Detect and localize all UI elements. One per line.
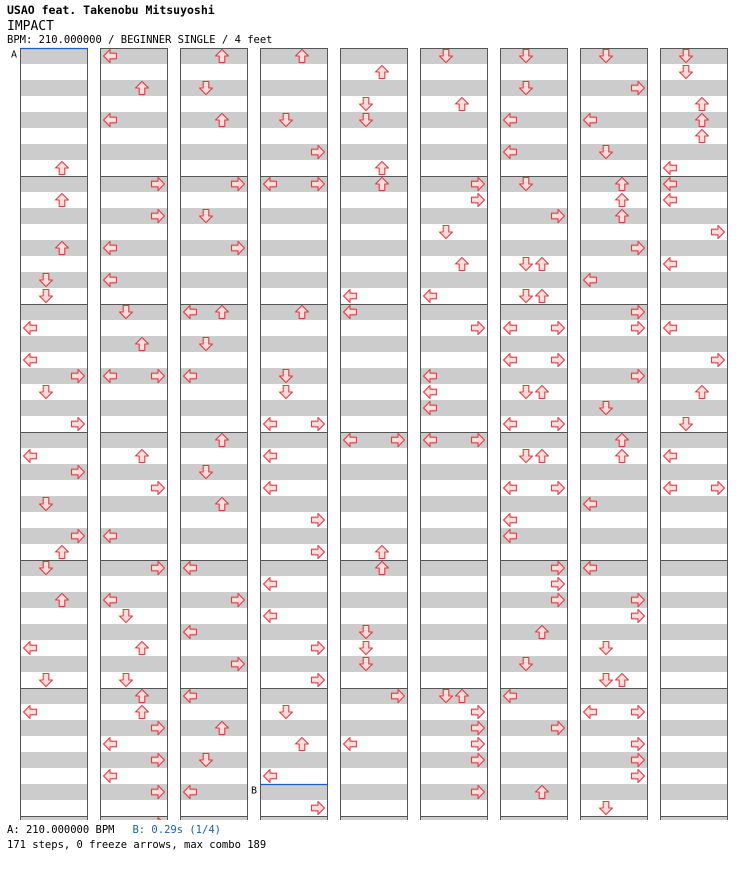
stripe xyxy=(660,720,728,736)
stripe xyxy=(500,656,568,672)
up-arrow-icon xyxy=(376,546,389,559)
stripe xyxy=(420,240,488,256)
stripe xyxy=(660,688,728,704)
stripe xyxy=(100,656,168,672)
stripe xyxy=(260,272,328,288)
chart-stats: 171 steps, 0 freeze arrows, max combo 189 xyxy=(7,839,267,851)
right-arrow-icon xyxy=(632,738,645,751)
stripe xyxy=(20,336,88,352)
stripe xyxy=(260,624,328,640)
up-arrow-icon xyxy=(456,258,469,271)
left-arrow-icon xyxy=(664,450,677,463)
stripe xyxy=(340,624,408,640)
stripe xyxy=(260,304,328,320)
stripe xyxy=(580,144,648,160)
down-arrow-icon xyxy=(280,706,293,719)
left-arrow-icon xyxy=(424,290,437,303)
stripe xyxy=(660,432,728,448)
bpm-legend: A: 210.000000 BPM xyxy=(7,824,115,836)
right-arrow-icon xyxy=(552,482,565,495)
stripe xyxy=(260,656,328,672)
stripe xyxy=(500,752,568,768)
stripe xyxy=(580,176,648,192)
stripe xyxy=(180,208,248,224)
stripe xyxy=(420,528,488,544)
stripe xyxy=(180,496,248,512)
stripe xyxy=(420,464,488,480)
up-arrow-icon xyxy=(536,450,549,463)
stripe xyxy=(180,528,248,544)
stripe xyxy=(500,784,568,800)
stripe xyxy=(340,80,408,96)
down-arrow-icon xyxy=(360,642,373,655)
stripe xyxy=(180,144,248,160)
stripe xyxy=(100,144,168,160)
stripe xyxy=(260,432,328,448)
left-arrow-icon xyxy=(344,738,357,751)
stripe xyxy=(420,272,488,288)
stripe xyxy=(420,560,488,576)
stop-legend: B: 0.29s (1/4) xyxy=(132,824,221,836)
right-arrow-icon xyxy=(72,418,85,431)
stripe xyxy=(260,112,328,128)
chart-info: BPM: 210.000000 / BEGINNER SINGLE / 4 feet xyxy=(7,34,273,46)
left-arrow-icon xyxy=(504,418,517,431)
stripe xyxy=(340,48,408,64)
right-arrow-icon xyxy=(312,802,325,815)
stripe xyxy=(660,560,728,576)
chart-column xyxy=(20,48,88,820)
stripe xyxy=(580,784,648,800)
stripe xyxy=(660,752,728,768)
stripe xyxy=(340,592,408,608)
up-arrow-icon xyxy=(536,386,549,399)
stripe xyxy=(20,176,88,192)
up-arrow-icon xyxy=(696,98,709,111)
stripe xyxy=(420,80,488,96)
down-arrow-icon xyxy=(520,258,533,271)
stripe xyxy=(20,112,88,128)
stripe xyxy=(580,208,648,224)
right-arrow-icon xyxy=(712,226,725,239)
stripe xyxy=(500,240,568,256)
stripe xyxy=(100,432,168,448)
stripe xyxy=(660,784,728,800)
stripe xyxy=(180,464,248,480)
stripe xyxy=(100,496,168,512)
up-arrow-icon xyxy=(536,290,549,303)
stripe xyxy=(340,208,408,224)
stripe xyxy=(660,624,728,640)
stripe xyxy=(260,368,328,384)
down-arrow-icon xyxy=(520,290,533,303)
stripe xyxy=(260,336,328,352)
song-title: IMPACT xyxy=(7,19,54,34)
stripe xyxy=(500,336,568,352)
stripe xyxy=(580,688,648,704)
stripe xyxy=(20,432,88,448)
stripe xyxy=(260,784,328,800)
stripe xyxy=(260,80,328,96)
right-arrow-icon xyxy=(552,354,565,367)
stripe xyxy=(660,656,728,672)
stripe xyxy=(340,240,408,256)
right-arrow-icon xyxy=(472,322,485,335)
right-arrow-icon xyxy=(312,674,325,687)
stripe xyxy=(260,688,328,704)
stripe xyxy=(20,240,88,256)
down-arrow-icon xyxy=(680,66,693,79)
stripe xyxy=(100,336,168,352)
down-arrow-icon xyxy=(520,386,533,399)
up-arrow-icon xyxy=(616,450,629,463)
stripe xyxy=(260,208,328,224)
stripe xyxy=(180,752,248,768)
stripe xyxy=(500,400,568,416)
up-arrow-icon xyxy=(616,674,629,687)
right-arrow-icon xyxy=(552,418,565,431)
tempo-marker-label: B xyxy=(251,785,258,797)
stripe xyxy=(660,528,728,544)
stripe xyxy=(20,400,88,416)
up-arrow-icon xyxy=(56,194,69,207)
left-arrow-icon xyxy=(584,706,597,719)
down-arrow-icon xyxy=(40,290,53,303)
stripe xyxy=(260,48,328,64)
stripe xyxy=(500,496,568,512)
stripe xyxy=(20,144,88,160)
stripe xyxy=(340,528,408,544)
left-arrow-icon xyxy=(504,514,517,527)
down-arrow-icon xyxy=(360,98,373,111)
right-arrow-icon xyxy=(632,322,645,335)
stripe xyxy=(580,400,648,416)
stripe xyxy=(340,752,408,768)
stripe xyxy=(420,208,488,224)
stripe xyxy=(260,400,328,416)
left-arrow-icon xyxy=(264,578,277,591)
right-arrow-icon xyxy=(472,194,485,207)
stripe xyxy=(660,48,728,64)
stripe xyxy=(260,496,328,512)
stripe xyxy=(660,144,728,160)
stripe xyxy=(340,464,408,480)
right-arrow-icon xyxy=(312,642,325,655)
stripe xyxy=(420,656,488,672)
stripe xyxy=(20,592,88,608)
stripe xyxy=(580,720,648,736)
up-arrow-icon xyxy=(536,258,549,271)
stripe xyxy=(500,368,568,384)
stripe xyxy=(180,80,248,96)
stripe xyxy=(500,464,568,480)
stripe xyxy=(340,656,408,672)
up-arrow-icon xyxy=(136,706,149,719)
stripe xyxy=(500,624,568,640)
stripe xyxy=(340,336,408,352)
left-arrow-icon xyxy=(264,418,277,431)
left-arrow-icon xyxy=(24,322,37,335)
stripe xyxy=(660,496,728,512)
stripe xyxy=(660,240,728,256)
up-arrow-icon xyxy=(56,546,69,559)
left-arrow-icon xyxy=(104,770,117,783)
stripe xyxy=(20,752,88,768)
stripe xyxy=(340,144,408,160)
stripe xyxy=(580,528,648,544)
stripe xyxy=(500,48,568,64)
up-arrow-icon xyxy=(696,130,709,143)
stripe xyxy=(660,464,728,480)
stripe xyxy=(420,592,488,608)
stripe xyxy=(20,272,88,288)
right-arrow-icon xyxy=(712,354,725,367)
stripe xyxy=(100,624,168,640)
chart-column xyxy=(500,48,568,820)
stripe xyxy=(420,624,488,640)
stripe xyxy=(660,272,728,288)
left-arrow-icon xyxy=(424,386,437,399)
stripe xyxy=(420,112,488,128)
stripe xyxy=(340,272,408,288)
stripe xyxy=(500,272,568,288)
left-arrow-icon xyxy=(664,258,677,271)
stripe xyxy=(660,336,728,352)
chart-column xyxy=(180,48,248,820)
left-arrow-icon xyxy=(664,162,677,175)
stripe xyxy=(660,368,728,384)
song-artist: USAO feat. Takenobu Mitsuyoshi xyxy=(7,3,215,17)
stripe xyxy=(340,784,408,800)
right-arrow-icon xyxy=(312,546,325,559)
stripe xyxy=(20,80,88,96)
stripe xyxy=(20,496,88,512)
stripe xyxy=(340,112,408,128)
down-arrow-icon xyxy=(120,610,133,623)
left-arrow-icon xyxy=(264,450,277,463)
stripe xyxy=(420,144,488,160)
stripe xyxy=(180,432,248,448)
down-arrow-icon xyxy=(600,802,613,815)
right-arrow-icon xyxy=(152,482,165,495)
down-arrow-icon xyxy=(40,674,53,687)
stripe xyxy=(660,208,728,224)
up-arrow-icon xyxy=(136,450,149,463)
right-arrow-icon xyxy=(472,706,485,719)
tempo-marker-label: A xyxy=(11,49,18,61)
down-arrow-icon xyxy=(680,418,693,431)
stripe xyxy=(100,688,168,704)
down-arrow-icon xyxy=(440,226,453,239)
up-arrow-icon xyxy=(456,98,469,111)
left-arrow-icon xyxy=(664,194,677,207)
right-arrow-icon xyxy=(552,578,565,591)
stripe xyxy=(340,496,408,512)
down-arrow-icon xyxy=(120,674,133,687)
left-arrow-icon xyxy=(504,482,517,495)
down-arrow-icon xyxy=(600,642,613,655)
left-arrow-icon xyxy=(264,770,277,783)
stripe xyxy=(580,624,648,640)
right-arrow-icon xyxy=(632,610,645,623)
stripe xyxy=(340,368,408,384)
stripe xyxy=(420,496,488,512)
left-arrow-icon xyxy=(104,738,117,751)
down-arrow-icon xyxy=(520,450,533,463)
up-arrow-icon xyxy=(136,642,149,655)
stripe xyxy=(100,80,168,96)
stripe xyxy=(20,688,88,704)
up-arrow-icon xyxy=(616,194,629,207)
stripe xyxy=(180,720,248,736)
stripe xyxy=(500,80,568,96)
stripe xyxy=(260,528,328,544)
stripe xyxy=(20,720,88,736)
stripe xyxy=(260,464,328,480)
right-arrow-icon xyxy=(632,770,645,783)
stripe xyxy=(500,304,568,320)
chart-column xyxy=(580,48,648,820)
left-arrow-icon xyxy=(664,482,677,495)
down-arrow-icon xyxy=(600,674,613,687)
stripe xyxy=(180,48,248,64)
stripe xyxy=(180,400,248,416)
right-arrow-icon xyxy=(632,706,645,719)
stripe xyxy=(660,592,728,608)
right-arrow-icon xyxy=(312,418,325,431)
up-arrow-icon xyxy=(376,162,389,175)
stripe xyxy=(500,176,568,192)
stripe xyxy=(180,272,248,288)
stripe xyxy=(580,464,648,480)
stripe xyxy=(660,112,728,128)
stripe xyxy=(340,720,408,736)
left-arrow-icon xyxy=(24,354,37,367)
stripe xyxy=(100,304,168,320)
stripe xyxy=(180,336,248,352)
right-arrow-icon xyxy=(712,482,725,495)
left-arrow-icon xyxy=(24,450,37,463)
tempo-legend xyxy=(7,824,221,836)
right-arrow-icon xyxy=(472,738,485,751)
stripe xyxy=(20,560,88,576)
stripe xyxy=(420,336,488,352)
stripe xyxy=(660,304,728,320)
left-arrow-icon xyxy=(344,290,357,303)
left-arrow-icon xyxy=(504,322,517,335)
stripe xyxy=(20,624,88,640)
stripe xyxy=(260,752,328,768)
left-arrow-icon xyxy=(664,322,677,335)
stripe xyxy=(20,208,88,224)
left-arrow-icon xyxy=(24,706,37,719)
stripe xyxy=(660,400,728,416)
down-arrow-icon xyxy=(280,386,293,399)
chart-column xyxy=(100,48,168,820)
stripe xyxy=(20,656,88,672)
stripe xyxy=(260,240,328,256)
stripe xyxy=(420,48,488,64)
stripe xyxy=(100,464,168,480)
stripe xyxy=(340,560,408,576)
stripe xyxy=(500,432,568,448)
stripe xyxy=(580,656,648,672)
chart-column xyxy=(260,48,328,820)
left-arrow-icon xyxy=(264,482,277,495)
left-arrow-icon xyxy=(264,610,277,623)
stripe xyxy=(660,80,728,96)
left-arrow-icon xyxy=(24,642,37,655)
stripe xyxy=(180,112,248,128)
stripe xyxy=(580,432,648,448)
right-arrow-icon xyxy=(552,322,565,335)
down-arrow-icon xyxy=(40,386,53,399)
up-arrow-icon xyxy=(376,66,389,79)
stripe xyxy=(260,560,328,576)
stripe xyxy=(340,176,408,192)
stripe xyxy=(20,784,88,800)
right-arrow-icon xyxy=(312,514,325,527)
stripe xyxy=(100,400,168,416)
stripe xyxy=(580,336,648,352)
stripe xyxy=(580,48,648,64)
stripe xyxy=(420,304,488,320)
up-arrow-icon xyxy=(296,738,309,751)
left-arrow-icon xyxy=(504,354,517,367)
stripe xyxy=(260,720,328,736)
stripe xyxy=(420,688,488,704)
stripe xyxy=(20,304,88,320)
up-arrow-icon xyxy=(56,162,69,175)
stripe xyxy=(260,592,328,608)
stripe xyxy=(20,48,88,64)
stripe xyxy=(340,400,408,416)
up-arrow-icon xyxy=(696,386,709,399)
